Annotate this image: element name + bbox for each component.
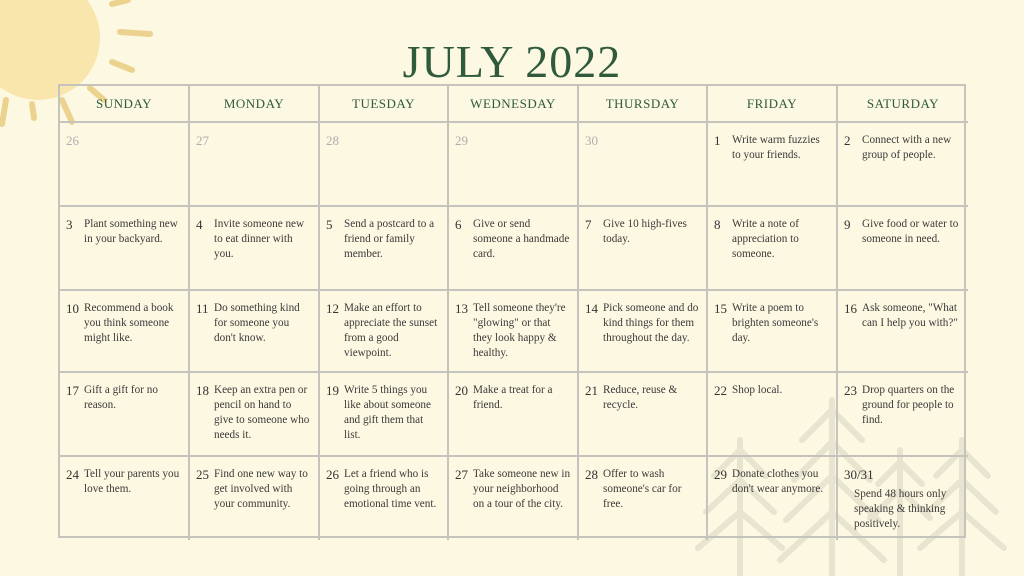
weekday-header-friday: FRIDAY: [708, 86, 838, 123]
day-number: 24: [66, 467, 79, 482]
day-activity: Make a treat for a friend.: [473, 384, 553, 411]
day-number: 22: [714, 383, 727, 398]
day-activity: Tell your parents you love them.: [84, 468, 180, 495]
day-number: 30/31: [844, 467, 874, 482]
day-cell[interactable]: [190, 373, 320, 457]
page-title: JULY 2022: [402, 36, 622, 87]
day-activity: Gift a gift for no reason.: [84, 384, 158, 411]
day-activity: Keep an extra pen or pencil on hand to give to someone who needs it.: [214, 384, 310, 441]
day-activity: Write 5 things you like about someone and gift them that list.: [344, 384, 431, 441]
day-number: 16: [844, 301, 857, 316]
day-cell[interactable]: [838, 123, 968, 207]
day-cell[interactable]: [60, 457, 190, 540]
day-activity: Give 10 high-fives today.: [603, 218, 687, 245]
day-cell[interactable]: [449, 291, 579, 373]
weekday-header-wednesday: WEDNESDAY: [449, 86, 579, 123]
day-cell[interactable]: [708, 457, 838, 540]
weekday-header-saturday: SATURDAY: [838, 86, 968, 123]
day-cell[interactable]: [838, 457, 968, 540]
day-activity: Recommend a book you think someone might like.: [84, 302, 174, 344]
day-cell[interactable]: [60, 207, 190, 291]
day-cell[interactable]: [60, 291, 190, 373]
day-activity: Ask someone, "What can I help you with?": [862, 302, 958, 329]
day-cell[interactable]: [838, 207, 968, 291]
day-number: 26: [66, 133, 79, 148]
day-cell[interactable]: [320, 207, 449, 291]
day-cell[interactable]: [579, 123, 708, 207]
day-activity: Write a note of appreciation to someone.: [732, 218, 799, 260]
weekday-header-thursday: THURSDAY: [579, 86, 708, 123]
day-number: 29: [714, 467, 727, 482]
day-number: 11: [196, 301, 209, 316]
day-number: 26: [326, 467, 339, 482]
day-number: 30: [585, 133, 598, 148]
day-activity: Find one new way to get involved with your community.: [214, 468, 308, 510]
day-cell[interactable]: [449, 373, 579, 457]
day-activity: Drop quarters on the ground for people to find.: [862, 384, 955, 426]
day-number: 20: [455, 383, 468, 398]
day-cell[interactable]: [449, 123, 579, 207]
day-number: 13: [455, 301, 468, 316]
day-number: 27: [455, 467, 468, 482]
calendar-grid: [58, 84, 966, 538]
day-number: 18: [196, 383, 209, 398]
day-number: 28: [585, 467, 598, 482]
day-number: 2: [844, 133, 851, 148]
day-activity: Spend 48 hours only speaking & thinking positively.: [854, 488, 947, 530]
day-number: 8: [714, 217, 721, 232]
day-cell[interactable]: [708, 123, 838, 207]
day-number: 28: [326, 133, 339, 148]
day-number: 29: [455, 133, 468, 148]
day-activity: Reduce, reuse & recycle.: [603, 384, 678, 411]
day-cell[interactable]: [190, 207, 320, 291]
day-cell[interactable]: [579, 291, 708, 373]
day-cell[interactable]: [579, 373, 708, 457]
day-number: 15: [714, 301, 727, 316]
day-cell[interactable]: [708, 207, 838, 291]
day-activity: Pick someone and do kind things for them throughout the day.: [603, 302, 699, 344]
day-number: 12: [326, 301, 339, 316]
day-activity: Write warm fuzzies to your friends.: [732, 134, 820, 161]
day-number: 6: [455, 217, 462, 232]
day-cell[interactable]: [320, 123, 449, 207]
day-cell[interactable]: [60, 373, 190, 457]
day-cell[interactable]: [449, 207, 579, 291]
day-cell[interactable]: [190, 123, 320, 207]
day-activity: Let a friend who is going through an emotional time vent.: [344, 468, 437, 510]
day-number: 19: [326, 383, 339, 398]
day-number: 4: [196, 217, 203, 232]
day-cell[interactable]: [449, 457, 579, 540]
day-activity: Give or send someone a handmade card.: [473, 218, 570, 260]
day-activity: Connect with a new group of people.: [862, 134, 952, 161]
day-cell[interactable]: [320, 457, 449, 540]
day-number: 5: [326, 217, 333, 232]
day-activity: Do something kind for someone you don't know.: [214, 302, 300, 344]
day-activity: Tell someone they're "glowing" or that they look happy & healthy.: [473, 302, 566, 359]
day-activity: Send a postcard to a friend or family member.: [344, 218, 435, 260]
day-activity: Give food or water to someone in need.: [862, 218, 959, 245]
day-activity: Invite someone new to eat dinner with you.: [214, 218, 305, 260]
day-cell[interactable]: [190, 457, 320, 540]
day-cell[interactable]: [579, 207, 708, 291]
day-number: 23: [844, 383, 857, 398]
day-activity: Plant something new in your backyard.: [84, 218, 178, 245]
day-cell[interactable]: [838, 291, 968, 373]
day-cell[interactable]: [60, 123, 190, 207]
day-number: 27: [196, 133, 209, 148]
day-cell[interactable]: [708, 373, 838, 457]
day-cell[interactable]: [579, 457, 708, 540]
day-cell[interactable]: [320, 373, 449, 457]
day-activity: Write a poem to brighten someone's day.: [732, 302, 819, 344]
day-activity: Take someone new in your neighborhood on a tour of the city.: [473, 468, 571, 510]
day-number: 1: [714, 133, 721, 148]
day-number: 21: [585, 383, 598, 398]
day-activity: Donate clothes you don't wear anymore.: [732, 468, 824, 495]
day-activity: Offer to wash someone's car for free.: [603, 468, 682, 510]
day-number: 17: [66, 383, 79, 398]
weekday-header-monday: MONDAY: [190, 86, 320, 123]
day-cell[interactable]: [708, 291, 838, 373]
day-cell[interactable]: [190, 291, 320, 373]
day-number: 7: [585, 217, 592, 232]
day-cell[interactable]: [838, 373, 968, 457]
day-number: 25: [196, 467, 209, 482]
weekday-header-sunday: SUNDAY: [60, 86, 190, 123]
day-cell[interactable]: [320, 291, 449, 373]
day-number: 10: [66, 301, 79, 316]
day-number: 14: [585, 301, 598, 316]
day-activity: Make an effort to appreciate the sunset from a good viewpoint.: [344, 302, 438, 359]
day-number: 9: [844, 217, 851, 232]
weekday-header-tuesday: TUESDAY: [320, 86, 449, 123]
day-number: 3: [66, 217, 73, 232]
day-activity: Shop local.: [732, 384, 783, 396]
